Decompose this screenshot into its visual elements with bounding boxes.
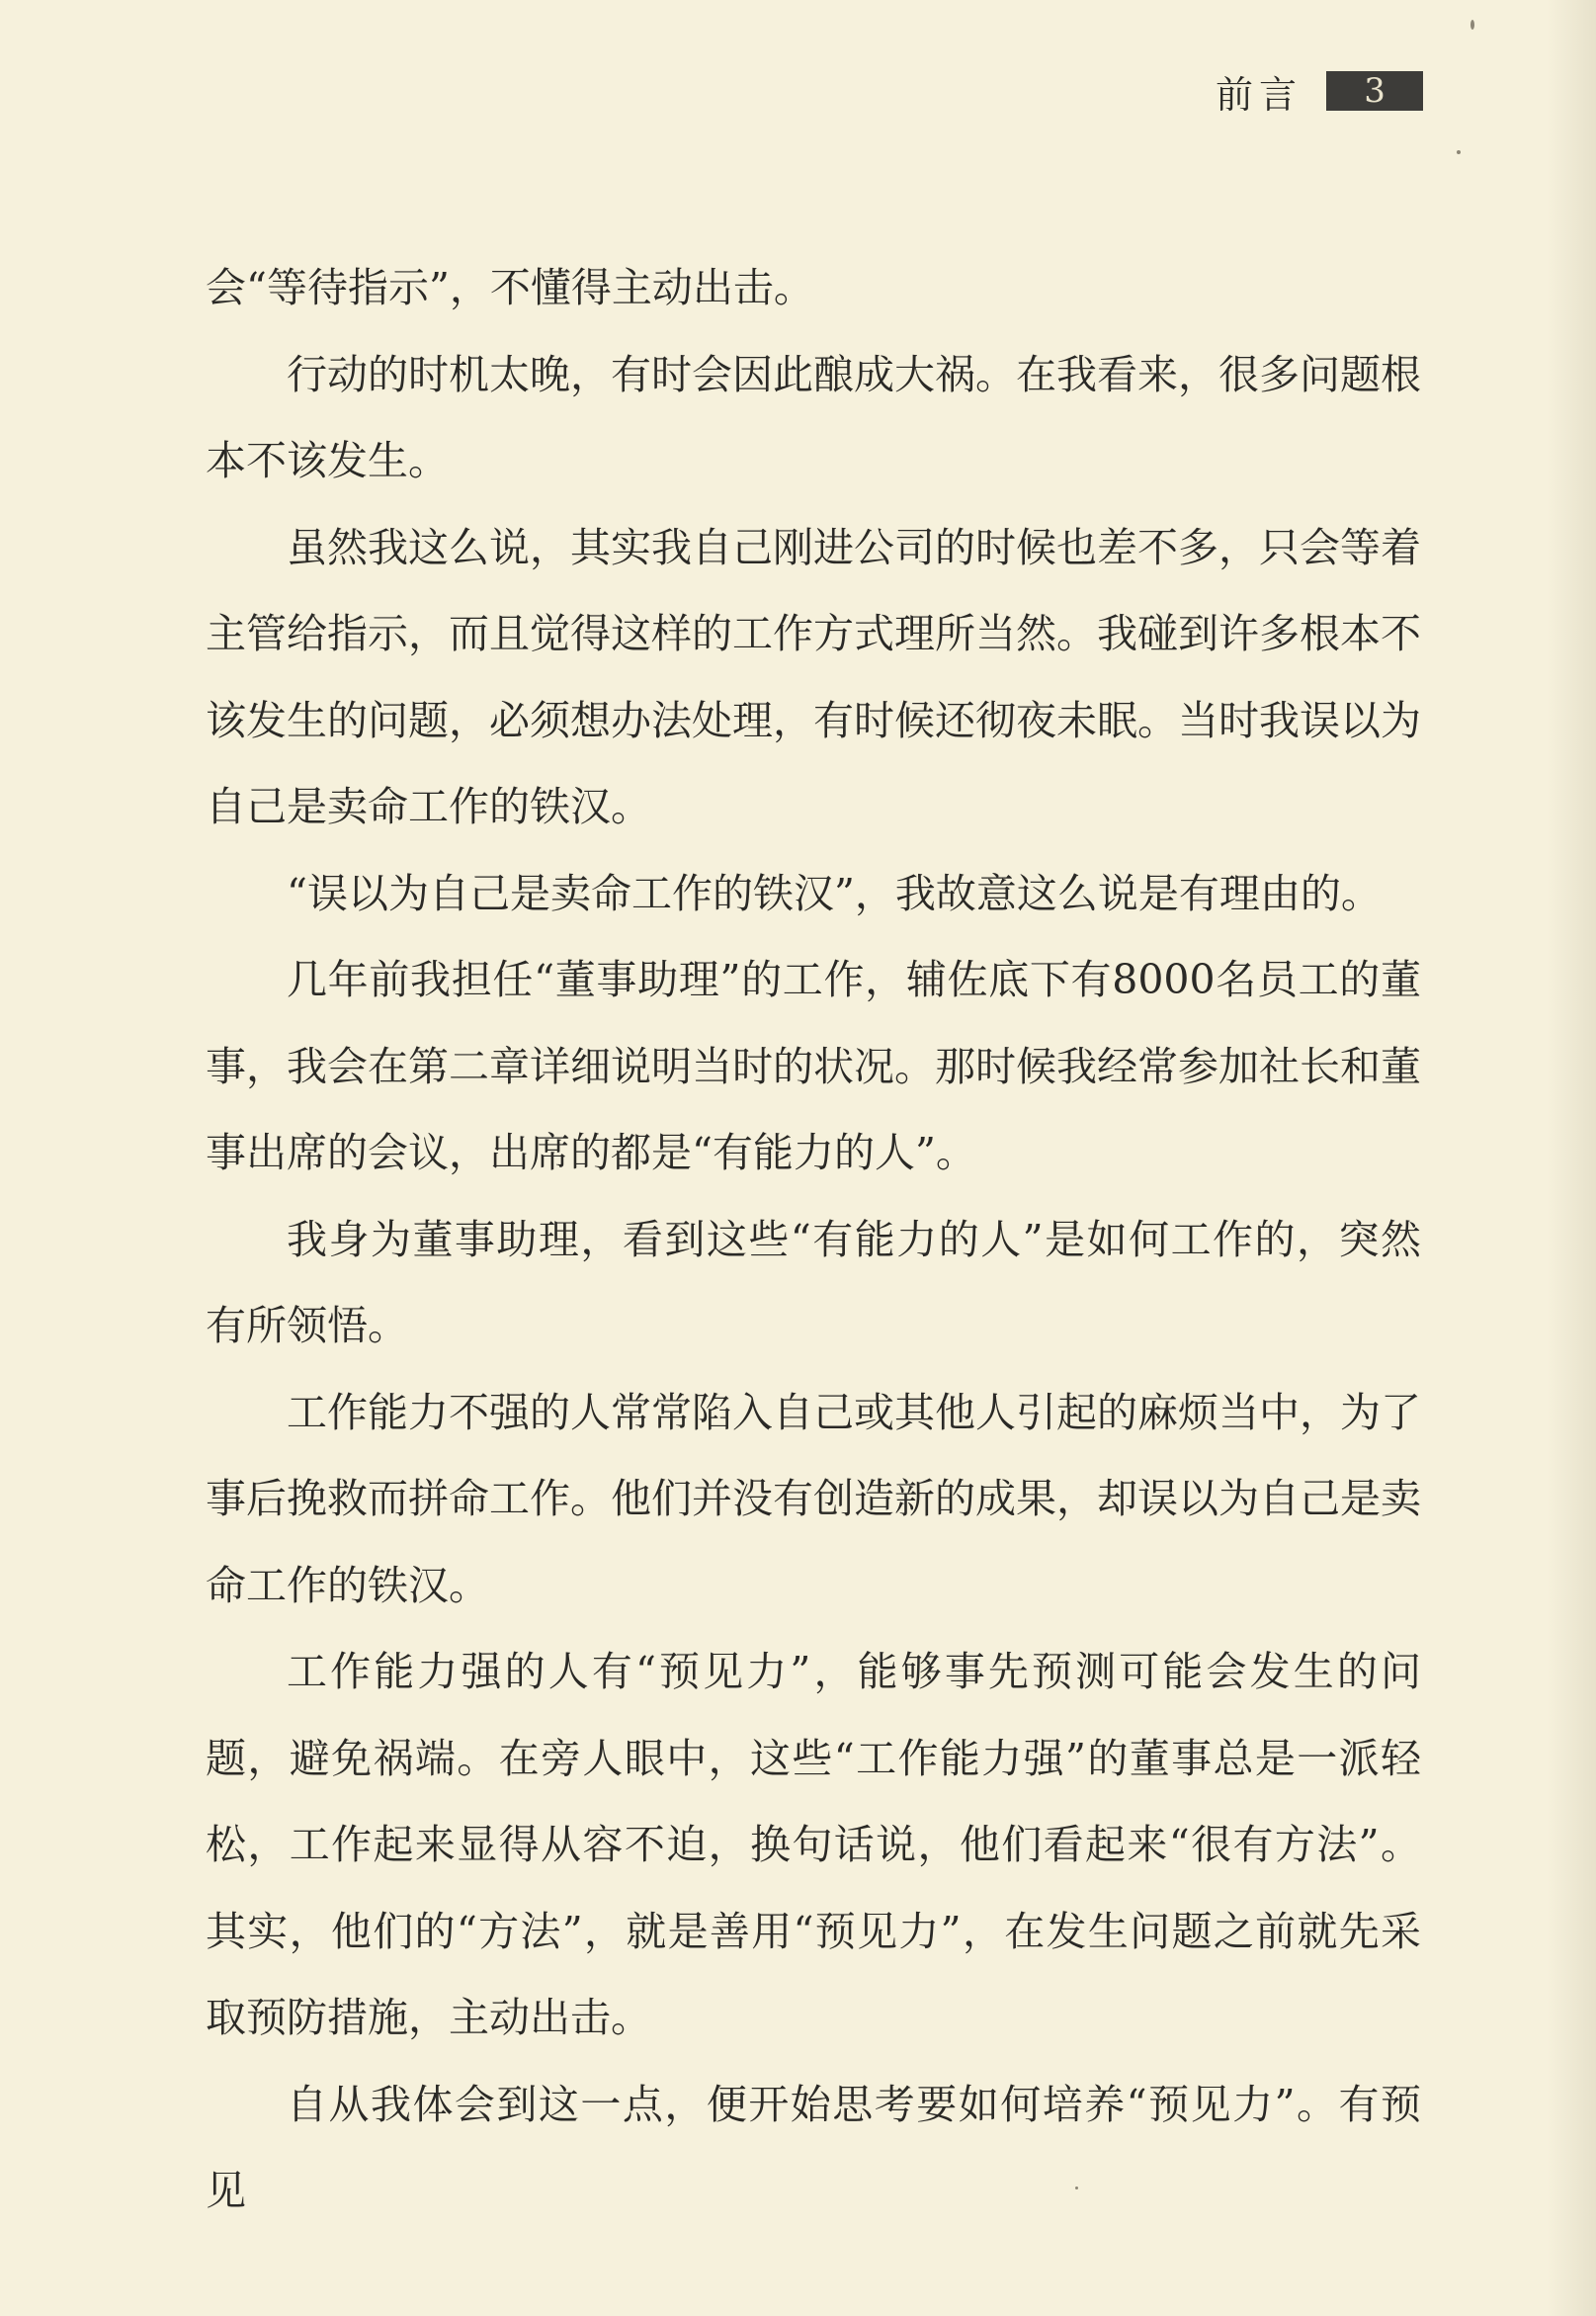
paragraph: 虽然我这么说，其实我自己刚进公司的时候也差不多，只会等着主管给指示，而且觉得这样的工作方式理所当然。我碰到许多根本不该发生的问题，必须想办法处理，有时候还彻夜未眠。当时我误以为自己是卖命工作的铁汉。 — [206, 523, 1421, 830]
section-title: 前言 — [1216, 72, 1303, 117]
paper-speck — [1470, 20, 1474, 30]
page-number-badge: 3 — [1326, 71, 1423, 111]
paper-speck — [1075, 2187, 1078, 2189]
body-text — [206, 245, 1421, 2235]
paragraph: 工作能力不强的人常常陷入自己或其他人引起的麻烦当中，为了事后挽救而拼命工作。他们并没有创造新的成果，却误以为自己是卖命工作的铁汉。 — [206, 1388, 1421, 1609]
paragraph: 工作能力强的人有“预见力”，能够事先预测可能会发生的问题，避免祸端。在旁人眼中，这些“工作能力强”的董事总是一派轻松，工作起来显得从容不迫，换句话说，他们看起来“很有方法”。其实，他们的“方法”，就是善用“预见力”，在发生问题之前就先采取预防措施，主动出击。 — [206, 1648, 1421, 2041]
page-edge-shadow — [1547, 0, 1596, 2316]
paragraph: 我身为董事助理，看到这些“有能力的人”是如何工作的，突然有所领悟。 — [206, 1215, 1421, 1349]
paragraph: 自从我体会到这一点，便开始思考要如何培养“预见力”。有预见 — [206, 2080, 1421, 2214]
paragraph: 几年前我担任“董事助理”的工作，辅佐底下有8000名员工的董事，我会在第二章详细说明当时的状况。那时候我经常参加社长和董事出席的会议，出席的都是“有能力的人”。 — [206, 956, 1421, 1176]
paragraph: 会“等待指示”，不懂得主动出击。 — [206, 264, 814, 311]
paragraph: “误以为自己是卖命工作的铁汉”，我故意这么说是有理由的。 — [287, 869, 1382, 917]
paper-speck — [1457, 150, 1461, 154]
running-header — [1216, 61, 1423, 121]
paragraph: 行动的时机太晚，有时会因此酿成大祸。在我看来，很多问题根本不该发生。 — [206, 350, 1421, 484]
